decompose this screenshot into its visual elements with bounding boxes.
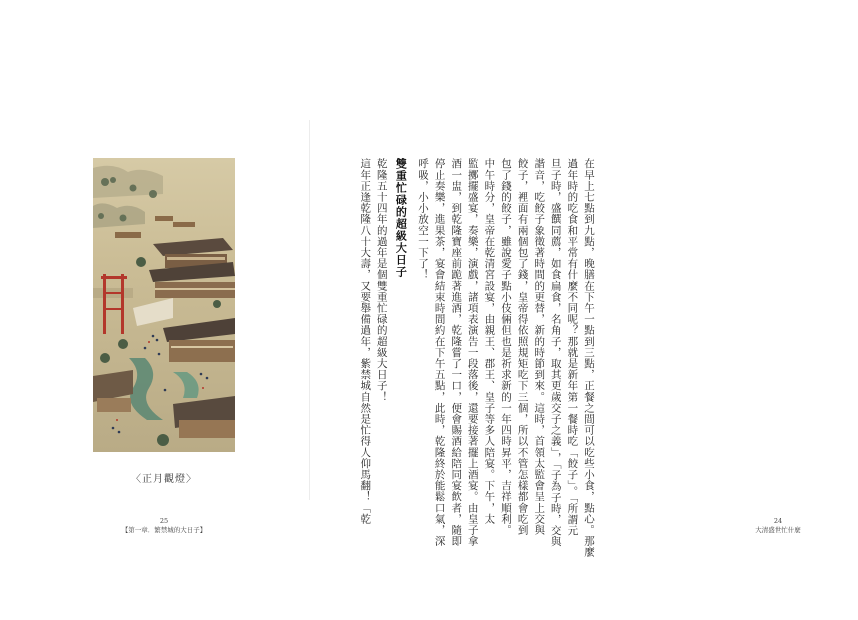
vertical-text-body	[310, 158, 620, 558]
left-folio	[84, 517, 244, 535]
text-column: 餃子，裡面有兩個包了錢，皇帝得依照規矩吃下三個，所以不管怎樣都會吃到	[516, 158, 529, 536]
text-column: 中午時分，皇帝在乾清宮設宴，由親王、郡王、皇子等多人陪宴。下午，太	[483, 158, 496, 525]
painting-scene	[93, 158, 235, 452]
right-page-number: 24	[773, 517, 783, 525]
left-running-footer: 【第一章．繁禁城的大日子】	[121, 526, 207, 534]
right-page	[310, 0, 801, 620]
section-heading: 雙重忙碌的超級大日子	[394, 158, 408, 278]
text-column: 在早上七點到九點，晚膳在下午一點到三點，正餐之間可以吃些小食，點心。那麼	[583, 158, 595, 558]
painting-illustration	[93, 158, 235, 452]
right-running-footer: 大清盛世忙什麼	[755, 526, 801, 534]
text-column: 旦子時，盛饌同薦，如食扁食，名角子，取其更歲交子之義」，「子為子時，交與	[549, 158, 562, 548]
text-column: 諧音，吃餃子象徵著時間的更替，新的時節到來。這時，首領太監會呈上交與	[533, 158, 546, 536]
text-column: 過年時的吃食和平常有什麼不同呢？那就是新年第一餐時吃「餃子」。「所謂元	[566, 158, 579, 536]
text-column: 停止奏樂，進果茶，宴會結束時間約在下午五點，此時，乾隆終於能鬆口氣，深	[433, 158, 446, 547]
text-column: 包了錢的餃子，雖說愛子點小伎倆但也是祈求新的一年四時昇平，吉祥順利。	[500, 158, 512, 536]
text-column: 監擲擺盛宴，奏樂，演戲，諸項表演告一段落後，還要接著擺上酒宴。由皇子拿	[466, 158, 479, 547]
text-column: 呼吸，小小放空一下了！	[417, 158, 429, 281]
right-folio	[698, 517, 858, 535]
painting-caption: 〈正月觀燈〉	[131, 474, 197, 485]
text-column: 酒一盅，到乾隆寶座前跪著進酒，乾隆嘗了一口，便會賜酒給陪同宴飲者，隨即	[450, 158, 463, 547]
left-page	[0, 0, 310, 620]
left-page-number: 25	[159, 517, 169, 525]
text-column: 這年正逢乾隆八十大壽，又要舉備過年，紫禁城自然是忙得人仰馬翻！「乾	[359, 158, 372, 525]
text-column: 乾隆五十四年的過年是個雙重忙碌的超級大日子！	[375, 158, 388, 403]
